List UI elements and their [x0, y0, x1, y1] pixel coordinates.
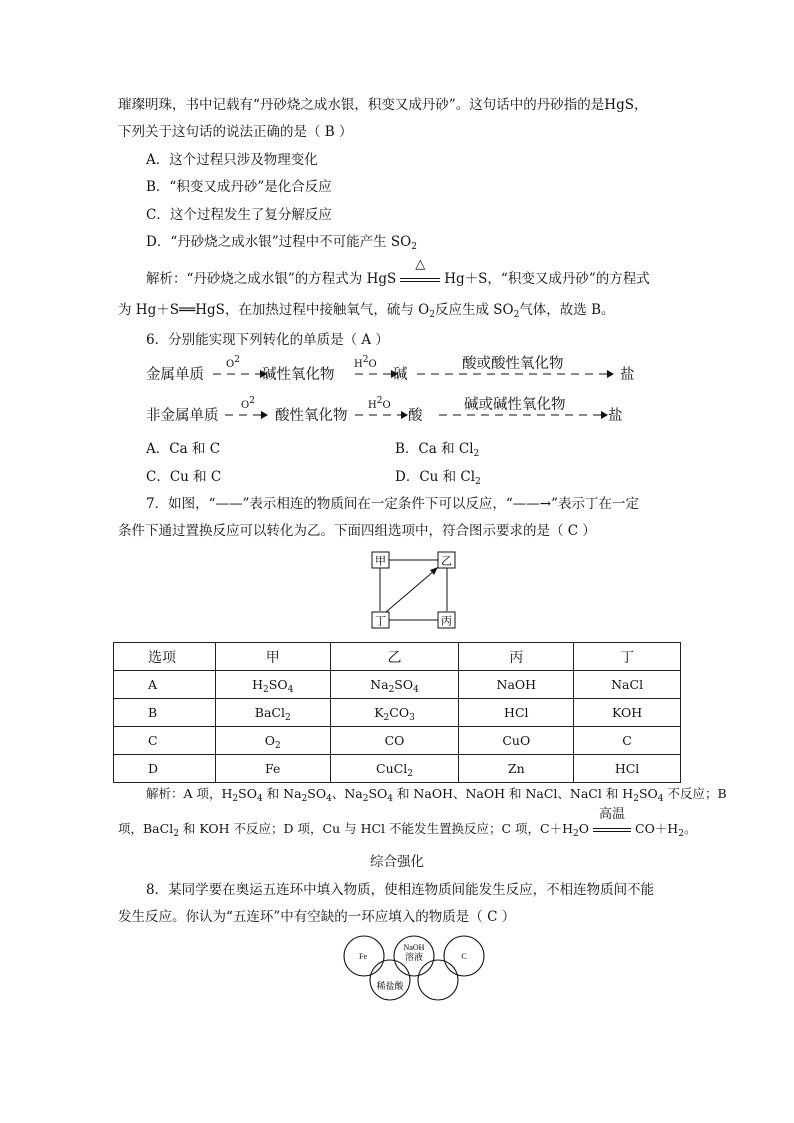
ring-empty [418, 960, 458, 1000]
q7-stem-line2: 条件下通过置换反应可以转化为乙。下面四组选项中，符合图示要求的是（ C ） [118, 523, 596, 539]
ring-hcl [370, 960, 410, 1000]
ring-label-c: C [461, 952, 467, 961]
heating-condition-sign: △ [400, 270, 440, 288]
formula-cell: BaCl$_2$ [215, 699, 330, 727]
q7-analysis-line2: 项，BaCl$_2$ 和 KOH 不反应；D 项，Cu 与 HCl 不能发生置换反应；C 项，$C+H_2O$ 高温 $CO+H_2$。 [118, 807, 697, 839]
q6-flow-nonmetal-arrows [205, 393, 645, 429]
table-header-cell: 丁 [574, 643, 681, 671]
ring-label-hcl: 稀盐酸 [376, 982, 404, 992]
table-row [114, 699, 681, 727]
formula-cell: Fe [215, 755, 330, 783]
q7-analysis-line1: 解析：A 项，$H_2SO_4$ 和 $Na_2SO_4$、$Na_2SO_4$ 和 NaOH、NaOH 和 NaCl、NaCl 和 $H_2SO_4$ 不反应；B [146, 786, 727, 804]
formula-cell: $Na_2SO_4$ [330, 671, 459, 699]
formula-cell: CO [330, 727, 459, 755]
q7-relation-diagram [368, 549, 460, 631]
q5-option-d: D．“丹砂烧之成水银”过程中不可能产生 $SO_2$ [146, 234, 417, 252]
formula-cell: $H_2SO_4$ [215, 671, 330, 699]
formula-cell: NaOH [459, 671, 574, 699]
q6-option-b: B．Ca 和 $Cl_2$ [395, 441, 480, 459]
formula-cell: CuCl$_2$ [330, 755, 459, 783]
option-letter-cell: A [114, 671, 216, 699]
edge-ding-yi-arrow [386, 571, 434, 612]
formula-cell: Zn [459, 755, 574, 783]
node-yi: 乙 [441, 554, 452, 568]
formula-cell: $K_2CO_3$ [330, 699, 459, 727]
q8-stem-line2: 发生反应。你认为“五连环”中有空缺的一环应填入的物质是（ C ） [118, 909, 516, 925]
table-header-row [114, 643, 681, 671]
section-title: 综合强化 [370, 854, 424, 870]
q7-stem-line1: 7．如图，“——”表示相连的物质间在一定条件下可以反应，“——→”表示丁在一定 [146, 496, 640, 512]
formula-cell: HCl [574, 755, 681, 783]
formula-cell: KOH [574, 699, 681, 727]
node-ding: 丁 [375, 614, 386, 628]
q5-stem-line2: 下列关于这句话的说法正确的是（ B ） [118, 124, 353, 140]
q6-option-d: D．Cu 和 $Cl_2$ [395, 469, 481, 487]
q6-option-c: C．Cu 和 C [146, 469, 222, 485]
formula-cell: C [574, 727, 681, 755]
ring-label-naoh: NaOH [403, 943, 425, 952]
option-letter-cell: D [114, 755, 216, 783]
high-temp-condition-sign: 高温 [593, 820, 631, 838]
option-letter-cell: C [114, 727, 216, 755]
q6-stem: 6．分别能实现下列转化的单质是（ A ） [146, 332, 389, 348]
table-row [114, 727, 681, 755]
formula-cell: $O_2$ [215, 727, 330, 755]
q5-analysis-line2: 为 Hg＋S══HgS，在加热过程中接触氧气，硫与 $O_2$反应生成 $SO_2$气体，故选 B。 [118, 302, 615, 320]
q6-option-a: A．Ca 和 C [146, 441, 221, 457]
node-jia: 甲 [375, 554, 386, 568]
q5-option-a: A．这个过程只涉及物理变化 [146, 152, 318, 168]
formula-cell: HCl [459, 699, 574, 727]
table-header-cell: 选项 [114, 643, 216, 671]
table-header-cell: 乙 [330, 643, 459, 671]
table-header-cell: 丙 [459, 643, 574, 671]
formula-cell: CuO [459, 727, 574, 755]
node-bing: 丙 [441, 614, 452, 628]
formula-cell: NaCl [574, 671, 681, 699]
q8-five-rings [336, 932, 496, 1004]
table-row [114, 671, 681, 699]
option-letter-cell: B [114, 699, 216, 727]
q5-analysis-line1: 解析：“丹砂烧之成水银”的方程式为 HgS △ Hg＋S，“积变又成丹砂”的方程式 [146, 257, 650, 287]
q8-stem-line1: 8．某同学要在奥运五连环中填入物质，使相连物质间能发生反应，不相连物质间不能 [146, 882, 655, 898]
q7-options-table [113, 642, 681, 783]
ring-label-solution: 溶液 [404, 953, 424, 963]
ring-label-fe: Fe [359, 952, 367, 961]
table-header-cell: 甲 [215, 643, 330, 671]
q5-option-c: C．这个过程发生了复分解反应 [146, 207, 332, 223]
table-row [114, 755, 681, 783]
q5-option-b: B．“积变又成丹砂”是化合反应 [146, 179, 332, 195]
q5-stem-line1: 璀璨明珠，书中记载有“丹砂烧之成水银，积变又成丹砂”。这句话中的丹砂指的是HgS， [118, 97, 648, 113]
